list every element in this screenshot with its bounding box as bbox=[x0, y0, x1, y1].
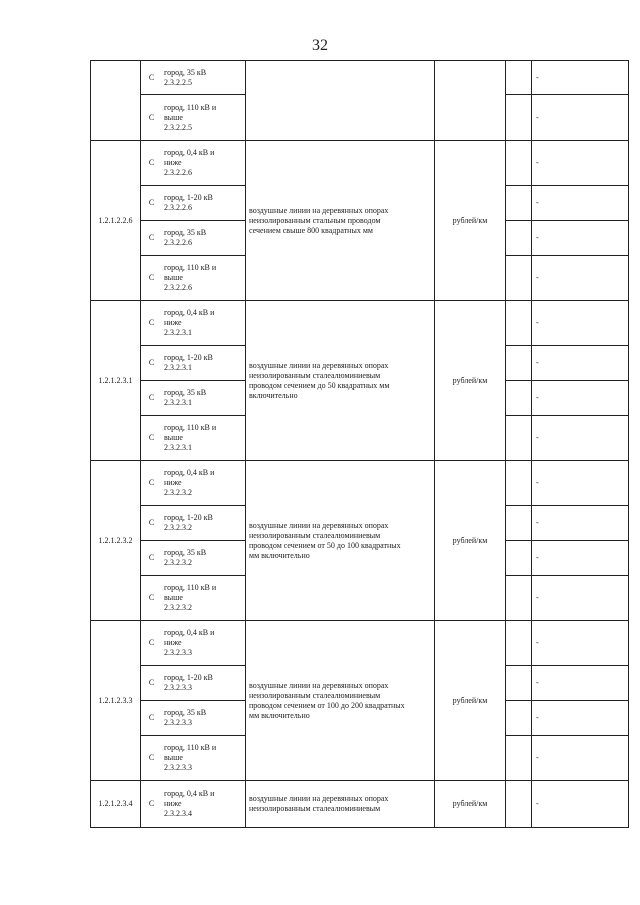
blank-cell bbox=[506, 416, 532, 461]
subcategory-line: 2.3.2.3.2 bbox=[164, 523, 192, 532]
description-line: воздушные линии на деревянных опорах bbox=[249, 360, 389, 370]
description-line: воздушные линии на деревянных опорах bbox=[249, 520, 389, 530]
blank-cell bbox=[506, 701, 532, 736]
value-cell: - bbox=[532, 141, 629, 186]
s-marker-cell: С bbox=[141, 666, 163, 701]
subcategory-line: город, 1-20 кВ bbox=[164, 193, 213, 202]
value-cell: - bbox=[532, 576, 629, 621]
value-cell: - bbox=[532, 256, 629, 301]
blank-cell bbox=[506, 666, 532, 701]
subcategory-cell bbox=[162, 666, 246, 701]
subcategory-cell bbox=[162, 781, 246, 828]
subcategory-cell bbox=[162, 461, 246, 506]
value-cell: - bbox=[532, 461, 629, 506]
subcategory-line: город, 110 кВ и bbox=[164, 263, 217, 272]
code-cell bbox=[91, 61, 141, 141]
blank-cell bbox=[506, 95, 532, 141]
blank-cell bbox=[506, 141, 532, 186]
subcategory-line: 2.3.2.3.1 bbox=[164, 398, 192, 407]
s-marker-cell: С bbox=[141, 256, 163, 301]
s-marker-cell: С bbox=[141, 576, 163, 621]
description-line: неизолированным сталеалюминиевым bbox=[249, 690, 381, 700]
value-cell: - bbox=[532, 621, 629, 666]
subcategory-line: выше bbox=[164, 112, 183, 122]
blank-cell bbox=[506, 781, 532, 828]
code-cell: 1.2.1.2.2.6 bbox=[91, 141, 141, 301]
subcategory-line: город, 0,4 кВ и bbox=[164, 628, 215, 637]
subcategory-line: город, 110 кВ и bbox=[164, 423, 217, 432]
subcategory-cell bbox=[162, 95, 246, 141]
subcategory-line: ниже bbox=[164, 158, 182, 167]
unit-cell: рублей/км bbox=[435, 461, 506, 621]
subcategory-line: город, 35 кВ bbox=[164, 388, 207, 397]
subcategory-line: город, 35 кВ bbox=[164, 228, 207, 237]
subcategory-cell bbox=[162, 736, 246, 781]
description-line: проводом сечением до 50 квадратных мм bbox=[249, 380, 390, 390]
subcategory-line: выше bbox=[164, 433, 183, 442]
page-number: 32 bbox=[312, 37, 328, 54]
s-marker-cell: С bbox=[141, 95, 163, 141]
value-cell: - bbox=[532, 381, 629, 416]
blank-cell bbox=[506, 541, 532, 576]
description-line: воздушные линии на деревянных опорах bbox=[249, 794, 389, 803]
description-line: воздушные линии на деревянных опорах bbox=[249, 205, 389, 215]
subcategory-line: 2.3.2.3.3 bbox=[164, 718, 192, 727]
value-cell: - bbox=[532, 186, 629, 221]
subcategory-cell bbox=[162, 346, 246, 381]
subcategory-cell bbox=[162, 701, 246, 736]
s-marker-cell: С bbox=[141, 736, 163, 781]
unit-cell bbox=[435, 61, 506, 141]
value-cell: - bbox=[532, 301, 629, 346]
subcategory-line: город, 0,4 кВ и bbox=[164, 308, 215, 317]
subcategory-line: 2.3.2.2.6 bbox=[164, 283, 192, 292]
tariff-table-body bbox=[91, 61, 629, 828]
value-cell: - bbox=[532, 666, 629, 701]
description-cell bbox=[246, 141, 435, 301]
s-marker-cell: С bbox=[141, 141, 163, 186]
table-row bbox=[91, 61, 629, 95]
subcategory-cell bbox=[162, 61, 246, 95]
subcategory-line: 2.3.2.2.6 bbox=[164, 168, 192, 177]
subcategory-line: выше bbox=[164, 753, 183, 762]
s-marker-cell: С bbox=[141, 781, 163, 828]
blank-cell bbox=[506, 621, 532, 666]
subcategory-cell bbox=[162, 256, 246, 301]
s-marker-cell: С bbox=[141, 416, 163, 461]
description-line: проводом сечением от 100 до 200 квадратных bbox=[249, 700, 405, 710]
subcategory-line: 2.3.2.3.3 bbox=[164, 648, 192, 657]
description-line: включительно bbox=[249, 390, 298, 400]
tariff-table bbox=[90, 60, 629, 828]
subcategory-cell bbox=[162, 541, 246, 576]
table-row bbox=[91, 461, 629, 506]
description-line: неизолированным стальным проводом bbox=[249, 215, 381, 225]
s-marker-cell: С bbox=[141, 461, 163, 506]
subcategory-line: ниже bbox=[164, 638, 182, 647]
value-cell: - bbox=[532, 736, 629, 781]
subcategory-cell bbox=[162, 221, 246, 256]
blank-cell bbox=[506, 186, 532, 221]
subcategory-line: город, 1-20 кВ bbox=[164, 673, 213, 682]
value-cell: - bbox=[532, 416, 629, 461]
subcategory-line: ниже bbox=[164, 318, 182, 327]
value-cell: - bbox=[532, 346, 629, 381]
value-cell: - bbox=[532, 95, 629, 141]
table-row bbox=[91, 301, 629, 346]
s-marker-cell: С bbox=[141, 61, 163, 95]
description-line: неизолированным сталеалюминиевым bbox=[249, 530, 381, 540]
subcategory-line: 2.3.2.3.3 bbox=[164, 763, 192, 772]
subcategory-cell bbox=[162, 141, 246, 186]
table-row bbox=[91, 621, 629, 666]
subcategory-line: город, 35 кВ bbox=[164, 708, 207, 717]
s-marker-cell: С bbox=[141, 186, 163, 221]
s-marker-cell: С bbox=[141, 621, 163, 666]
code-cell: 1.2.1.2.3.2 bbox=[91, 461, 141, 621]
blank-cell bbox=[506, 61, 532, 95]
description-line: неизолированным сталеалюминиевым bbox=[249, 370, 381, 380]
subcategory-line: ниже bbox=[164, 478, 182, 487]
code-cell: 1.2.1.2.3.1 bbox=[91, 301, 141, 461]
subcategory-line: выше bbox=[164, 593, 183, 602]
description-line: воздушные линии на деревянных опорах bbox=[249, 680, 389, 690]
blank-cell bbox=[506, 346, 532, 381]
value-cell: - bbox=[532, 221, 629, 256]
unit-cell: рублей/км bbox=[435, 621, 506, 781]
subcategory-cell bbox=[162, 416, 246, 461]
s-marker-cell: С bbox=[141, 701, 163, 736]
subcategory-line: 2.3.2.3.2 bbox=[164, 603, 192, 612]
s-marker-cell: С bbox=[141, 221, 163, 256]
s-marker-cell: С bbox=[141, 346, 163, 381]
description-line: мм включительно bbox=[249, 710, 310, 720]
subcategory-line: 2.3.2.2.5 bbox=[164, 77, 192, 87]
blank-cell bbox=[506, 736, 532, 781]
description-line: проводом сечением от 50 до 100 квадратных bbox=[249, 540, 401, 550]
subcategory-line: город, 35 кВ bbox=[164, 548, 207, 557]
blank-cell bbox=[506, 506, 532, 541]
subcategory-line: город, 110 кВ и bbox=[164, 102, 217, 112]
description-line: сечением свыше 800 квадратных мм bbox=[249, 225, 373, 235]
subcategory-line: город, 35 кВ bbox=[164, 67, 207, 77]
subcategory-line: 2.3.2.3.2 bbox=[164, 558, 192, 567]
description-cell bbox=[246, 301, 435, 461]
value-cell: - bbox=[532, 506, 629, 541]
s-marker-cell: С bbox=[141, 381, 163, 416]
subcategory-line: город, 0,4 кВ и bbox=[164, 468, 215, 477]
s-marker-cell: С bbox=[141, 541, 163, 576]
description-cell bbox=[246, 621, 435, 781]
blank-cell bbox=[506, 301, 532, 346]
table-row bbox=[91, 141, 629, 186]
unit-cell: рублей/км bbox=[435, 781, 506, 828]
s-marker-cell: С bbox=[141, 301, 163, 346]
subcategory-line: город, 1-20 кВ bbox=[164, 353, 213, 362]
subcategory-cell bbox=[162, 576, 246, 621]
description-cell bbox=[246, 781, 435, 828]
subcategory-line: город, 1-20 кВ bbox=[164, 513, 213, 522]
subcategory-cell bbox=[162, 186, 246, 221]
subcategory-cell bbox=[162, 301, 246, 346]
subcategory-line: 2.3.2.2.5 bbox=[164, 122, 192, 132]
s-marker-cell: С bbox=[141, 506, 163, 541]
subcategory-line: ниже bbox=[164, 799, 182, 808]
description-cell bbox=[246, 461, 435, 621]
description-cell bbox=[246, 61, 435, 141]
subcategory-line: 2.3.2.2.6 bbox=[164, 203, 192, 212]
subcategory-line: 2.3.2.3.1 bbox=[164, 328, 192, 337]
subcategory-line: город, 0,4 кВ и bbox=[164, 148, 215, 157]
value-cell: - bbox=[532, 61, 629, 95]
blank-cell bbox=[506, 221, 532, 256]
subcategory-cell bbox=[162, 381, 246, 416]
description-line: мм включительно bbox=[249, 550, 310, 560]
subcategory-line: 2.3.2.3.2 bbox=[164, 488, 192, 497]
description-line: неизолированным сталеалюминиевым bbox=[249, 804, 381, 813]
blank-cell bbox=[506, 461, 532, 506]
subcategory-line: город, 110 кВ и bbox=[164, 743, 217, 752]
value-cell: - bbox=[532, 701, 629, 736]
blank-cell bbox=[506, 381, 532, 416]
code-cell: 1.2.1.2.3.3 bbox=[91, 621, 141, 781]
unit-cell: рублей/км bbox=[435, 301, 506, 461]
subcategory-line: 2.3.2.3.1 bbox=[164, 363, 192, 372]
subcategory-line: 2.3.2.2.6 bbox=[164, 238, 192, 247]
subcategory-line: 2.3.2.3.4 bbox=[164, 809, 192, 818]
subcategory-line: город, 0,4 кВ и bbox=[164, 789, 215, 798]
subcategory-line: 2.3.2.3.1 bbox=[164, 443, 192, 452]
subcategory-line: выше bbox=[164, 273, 183, 282]
table-row bbox=[91, 781, 629, 828]
code-cell: 1.2.1.2.3.4 bbox=[91, 781, 141, 828]
subcategory-cell bbox=[162, 506, 246, 541]
subcategory-line: 2.3.2.3.3 bbox=[164, 683, 192, 692]
blank-cell bbox=[506, 576, 532, 621]
subcategory-cell bbox=[162, 621, 246, 666]
value-cell: - bbox=[532, 781, 629, 828]
blank-cell bbox=[506, 256, 532, 301]
unit-cell: рублей/км bbox=[435, 141, 506, 301]
subcategory-line: город, 110 кВ и bbox=[164, 583, 217, 592]
value-cell: - bbox=[532, 541, 629, 576]
